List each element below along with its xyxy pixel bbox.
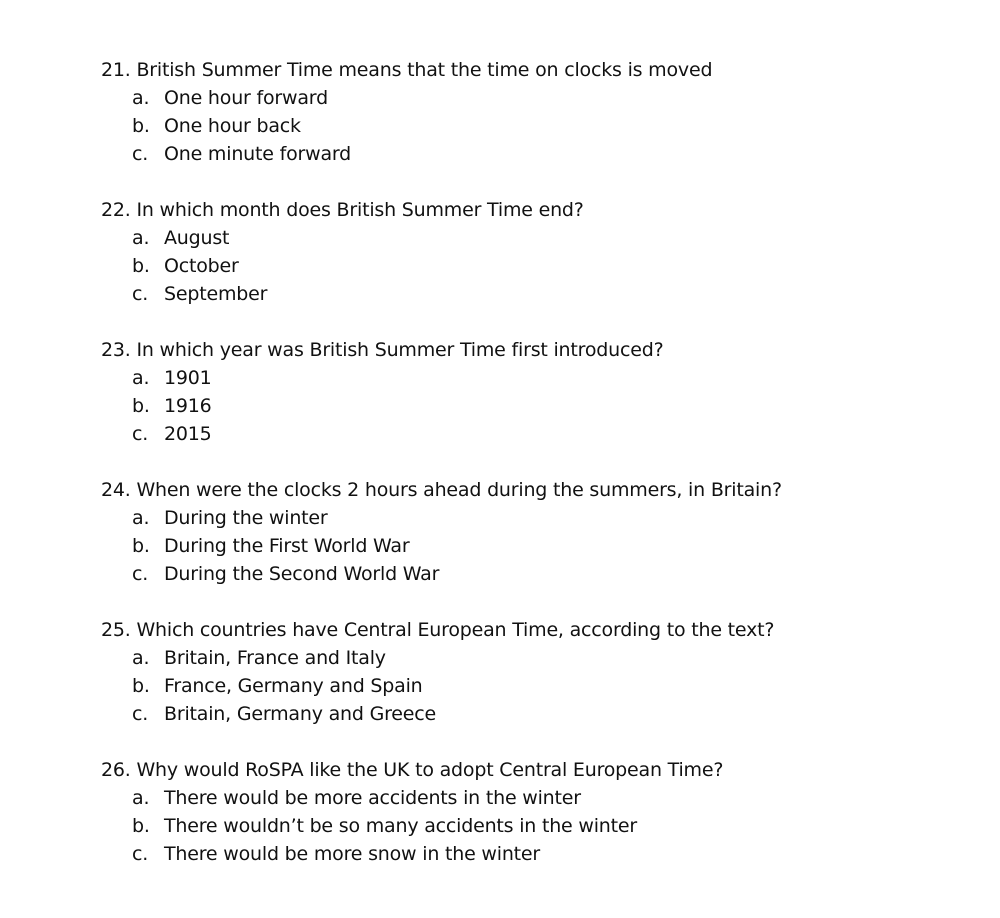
option-letter: a. (132, 227, 150, 249)
option-letter: b. (132, 675, 150, 697)
option-a (101, 504, 981, 532)
option-c (101, 140, 981, 168)
option-b (101, 112, 981, 140)
option-letter: c. (132, 563, 149, 585)
option-text: Britain, Germany and Greece (164, 703, 437, 725)
option-c (101, 700, 981, 728)
option-text: August (164, 227, 230, 249)
option-text: There would be more snow in the winter (164, 843, 541, 865)
option-text: One minute forward (164, 143, 352, 165)
option-letter: b. (132, 115, 150, 137)
option-letter: c. (132, 283, 149, 305)
option-a (101, 364, 981, 392)
option-text: There wouldn’t be so many accidents in the winter (164, 815, 637, 837)
option-a (101, 644, 981, 672)
question-text: 24. When were the clocks 2 hours ahead during the summers, in Britain? (101, 479, 782, 501)
question-26 (101, 756, 981, 896)
option-text: There would be more accidents in the winter (164, 787, 581, 809)
option-text: During the First World War (164, 535, 410, 557)
option-text: 1916 (164, 395, 212, 417)
option-letter: b. (132, 815, 150, 837)
option-text: 1901 (164, 367, 212, 389)
option-text: France, Germany and Spain (164, 675, 423, 697)
option-letter: c. (132, 143, 149, 165)
question-22 (101, 196, 981, 336)
option-text: Britain, France and Italy (164, 647, 386, 669)
option-c (101, 840, 981, 868)
option-c (101, 420, 981, 448)
quiz-document (101, 56, 981, 896)
question-text: 22. In which month does British Summer Time end? (101, 199, 584, 221)
option-b (101, 672, 981, 700)
option-c (101, 280, 981, 308)
option-text: One hour forward (164, 87, 328, 109)
option-text: During the winter (164, 507, 328, 529)
option-text: One hour back (164, 115, 301, 137)
option-a (101, 784, 981, 812)
question-21 (101, 56, 981, 196)
option-letter: a. (132, 507, 150, 529)
option-letter: a. (132, 647, 150, 669)
option-b (101, 252, 981, 280)
option-text: During the Second World War (164, 563, 440, 585)
option-b (101, 392, 981, 420)
question-23 (101, 336, 981, 476)
option-letter: a. (132, 87, 150, 109)
option-letter: b. (132, 255, 150, 277)
option-a (101, 84, 981, 112)
option-letter: c. (132, 423, 149, 445)
question-24 (101, 476, 981, 616)
option-text: 2015 (164, 423, 212, 445)
option-text: September (164, 283, 268, 305)
question-text: 26. Why would RoSPA like the UK to adopt Central European Time? (101, 759, 724, 781)
option-a (101, 224, 981, 252)
question-text: 23. In which year was British Summer Time first introduced? (101, 339, 664, 361)
option-letter: b. (132, 535, 150, 557)
option-c (101, 560, 981, 588)
option-letter: c. (132, 703, 149, 725)
option-text: October (164, 255, 239, 277)
option-letter: a. (132, 787, 150, 809)
question-25 (101, 616, 981, 756)
option-b (101, 532, 981, 560)
question-text: 21. British Summer Time means that the time on clocks is moved (101, 59, 713, 81)
question-text: 25. Which countries have Central European Time, according to the text? (101, 619, 775, 641)
option-letter: c. (132, 843, 149, 865)
option-letter: b. (132, 395, 150, 417)
option-letter: a. (132, 367, 150, 389)
option-b (101, 812, 981, 840)
